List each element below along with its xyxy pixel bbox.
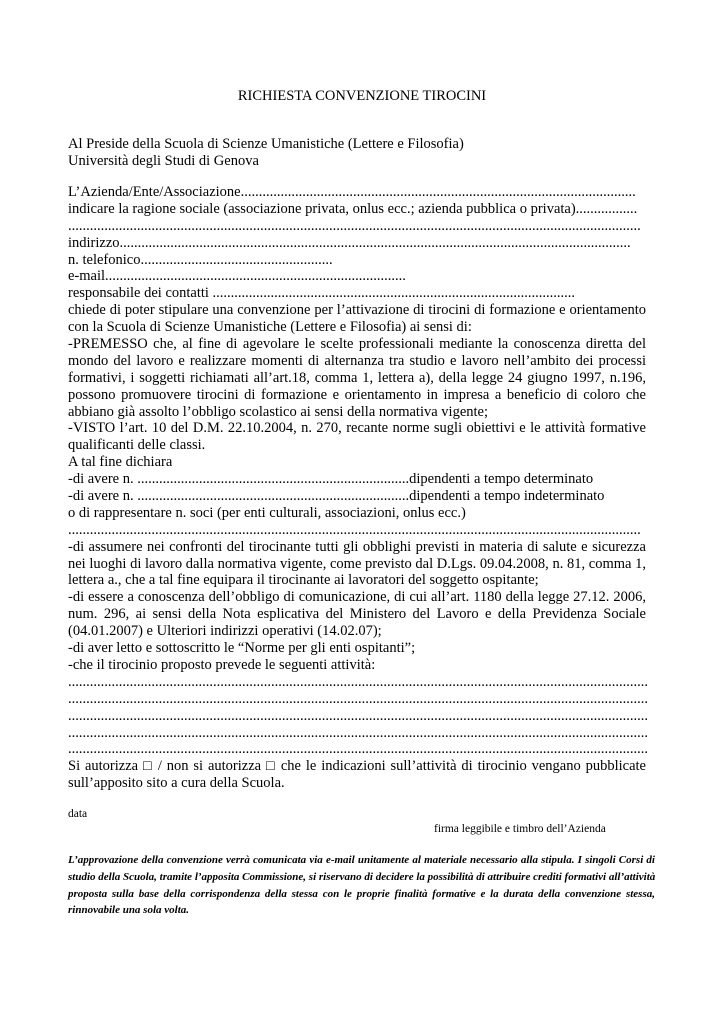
form-field-line[interactable]: L’Azienda/Ente/Associazione............................................................................................................. (68, 184, 636, 200)
form-field-line[interactable]: ................................................................................................................................................................ (68, 741, 648, 758)
body-text-line: chiede di poter stipulare una convenzione per l’attivazione di tirocini di formazione e orientamento (68, 302, 646, 319)
form-field-line[interactable]: -di avere n. ...........................................................................dipendenti a tempo indeterminato (68, 488, 605, 505)
footnote-line: rinnovabile una sola volta. (68, 904, 190, 917)
form-field-line[interactable]: .............................................................................................................................................................. (68, 217, 641, 234)
body-text-line: -che il tirocinio proposto prevede le seguenti attività: (68, 656, 376, 673)
recipient-line: Università degli Studi di Genova (68, 153, 259, 169)
body-text-line: sull’apposito sito a cura della Scuola. (68, 775, 285, 792)
body-text-line: -di aver letto e sottoscritto le “Norme per gli enti ospitanti”; (68, 640, 416, 657)
body-text-line: num. 296, ai sensi della Nota esplicativa del Ministero del Lavoro e della Previdenza Sociale (68, 606, 646, 623)
body-text-line: (04.01.2007) e Ulteriori indirizzi operativi (14.02.07); (68, 623, 382, 640)
footnote (68, 852, 655, 919)
form-field-line[interactable]: ................................................................................................................................................................ (68, 673, 648, 690)
form-field-line[interactable]: .............................................................................................................................................................. (68, 521, 641, 538)
footnote-line: proposta sulla base della corrispondenza della stessa con le proprie finalità formative e la durata della convenzione stessa, (68, 887, 655, 900)
form-body (68, 184, 646, 792)
recipient-line: Al Preside della Scuola di Scienze Umanistiche (Lettere e Filosofia) (68, 136, 464, 152)
body-text-line: abbiano già assolto l’obbligo scolastico ai sensi della normativa vigente; (68, 403, 488, 420)
body-text-line: qualificanti delle classi. (68, 437, 206, 454)
body-text-line: Si autorizza □ / non si autorizza □ che le indicazioni sull’attività di tirocinio vengano pubblicate (68, 758, 646, 775)
form-field-line[interactable]: ................................................................................................................................................................ (68, 707, 648, 724)
form-field-line[interactable]: responsabile dei contatti .................................................................................................... (68, 285, 576, 302)
body-text-line: con la Scuola di Scienze Umanistiche (Lettere e Filosofia) ai sensi di: (68, 319, 472, 336)
body-text-line: A tal fine dichiara (68, 454, 173, 471)
body-text-line: -PREMESSO che, al fine di agevolare le scelte professionali mediante la conoscenza diretta del (68, 336, 646, 353)
footnote-line: L’approvazione della convenzione verrà comunicata via e-mail unitamente al materiale necessario alla stipula. I singoli Corsi di (68, 854, 655, 866)
recipient-block (68, 136, 464, 170)
form-field-line[interactable]: indirizzo............................................................................................................................................. (68, 234, 631, 251)
footnote-line: studio della Scuola, tramite l’apposita Commissione, si riservano di decidere la possibilità di attribuire crediti formativi all’attività (68, 870, 656, 883)
body-text-line: -di assumere nei confronti del tirocinante tutti gli obblighi previsti in materia di salute e sicurezza (68, 538, 646, 555)
form-field-line[interactable]: e-mail................................................................................... (68, 268, 406, 285)
form-field-line[interactable]: -di avere n. ...........................................................................dipendenti a tempo determinato (68, 471, 594, 488)
form-field-line[interactable]: ................................................................................................................................................................ (68, 690, 648, 707)
body-text-line: mondo del lavoro e realizzare momenti di alternanza tra studio e lavoro nell’ambito dei processi (68, 352, 646, 369)
signature-label: firma leggibile e timbro dell’Azienda (434, 823, 606, 835)
body-text-line: formativi, i soggetti richiamati all’art.18, comma 1, lettera a), della legge 24 giugno 1997, n.196, (68, 369, 646, 386)
body-text-line: -VISTO l’art. 10 del D.M. 22.10.2004, n. 270, recante norme sugli obiettivi e le attività formative (68, 420, 646, 437)
body-text-line: -di essere a conoscenza dell’obbligo di comunicazione, di cui all’art. 1180 della legge 27.12. 2006, (68, 589, 646, 606)
body-text-line: o di rappresentare n. soci (per enti culturali, associazioni, onlus ecc.) (68, 504, 466, 521)
form-field-line[interactable]: n. telefonico..................................................... (68, 251, 333, 268)
body-text-line: possono promuovere tirocini di formazione e orientamento in impresa a beneficio di coloro che (68, 386, 646, 403)
date-label: data (68, 808, 88, 820)
form-field-line[interactable]: indicare la ragione sociale (associazione privata, onlus ecc.; azienda pubblica o privata)................. (68, 200, 638, 217)
body-text-line: lettera a., che a tal fine equipara il tirocinante ai lavoratori del soggetto ospitante; (68, 572, 539, 589)
document-title: RICHIESTA CONVENZIONE TIROCINI (237, 88, 487, 104)
form-field-line[interactable]: ................................................................................................................................................................ (68, 724, 648, 741)
body-text-line: nei luoghi di lavoro dalla normativa vigente, come previsto dal D.Lgs. 09.04.2008, n. 81, comma 1, (68, 555, 646, 572)
